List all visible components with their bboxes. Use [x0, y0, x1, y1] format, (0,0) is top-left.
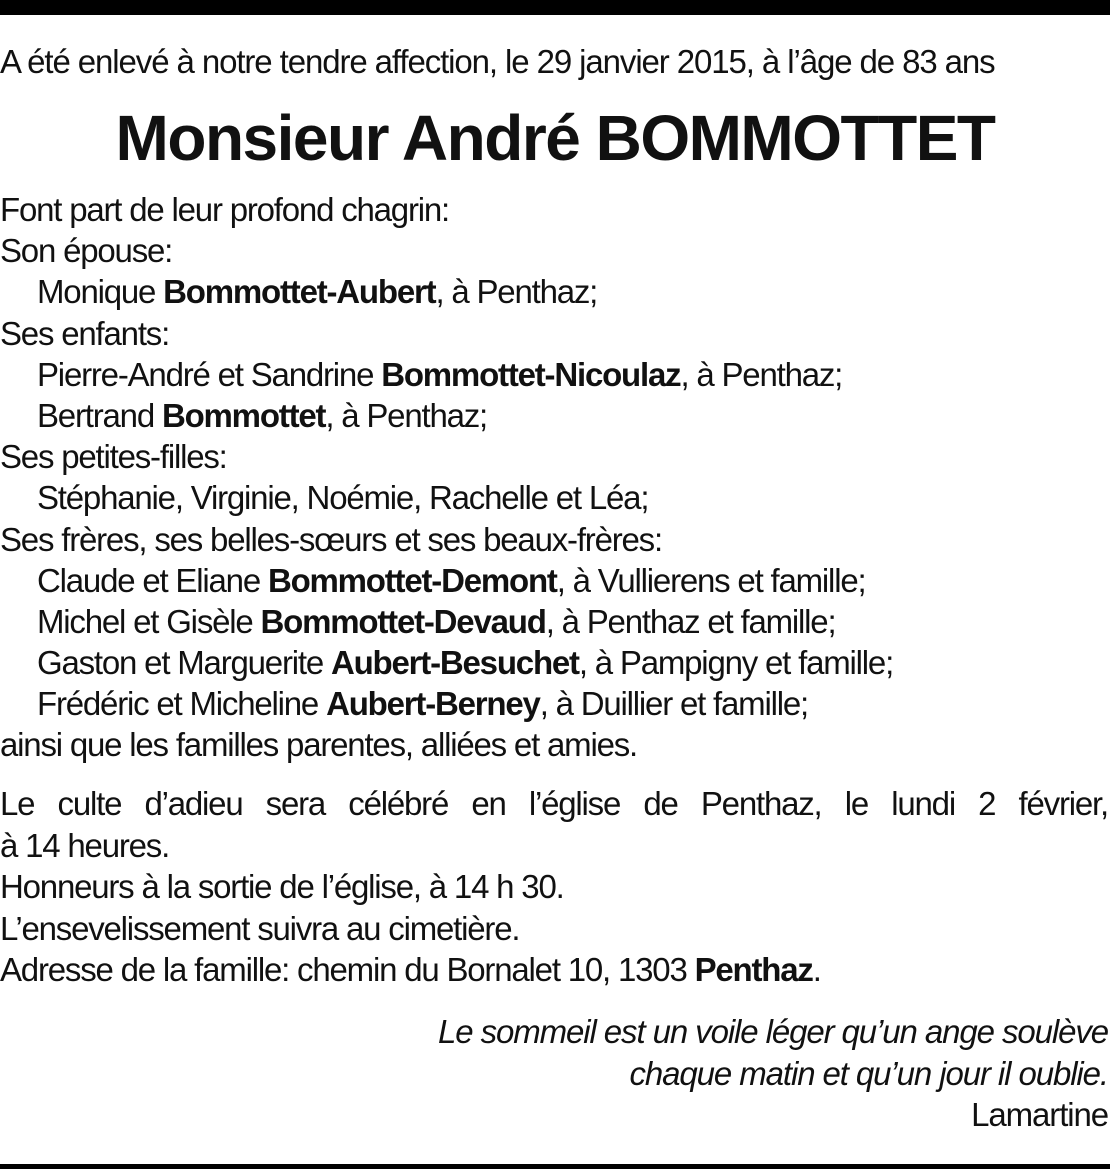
- service-word: 2: [978, 785, 996, 822]
- entry-prefix: Bertrand: [37, 396, 162, 434]
- entry-prefix: Gaston et Marguerite: [37, 644, 331, 682]
- service-word: lundi: [891, 785, 955, 822]
- family-list: [0, 189, 1110, 766]
- sibling-entry: [0, 601, 1110, 642]
- spouse-heading: Son épouse:: [0, 232, 173, 270]
- entry-surname: Aubert-Besuchet: [330, 644, 579, 682]
- service-word: l’église: [528, 785, 621, 822]
- top-rule: [0, 0, 1110, 15]
- family-opening: Font part de leur profond chagrin:: [0, 191, 449, 228]
- entry-suffix: , à Pampigny et famille;: [578, 644, 894, 682]
- honours-line: Honneurs à la sortie de l’église, à 14 h 30.: [0, 868, 564, 906]
- sibling-entry: [0, 642, 1110, 683]
- service-word: février,: [1018, 785, 1108, 822]
- entry-surname: Bommottet-Demont: [267, 561, 557, 599]
- address-town: Penthaz: [694, 951, 813, 989]
- grandchildren-heading: Ses petites-filles:: [0, 438, 227, 476]
- entry-suffix: , à Vullierens et famille;: [556, 561, 866, 599]
- entry-surname: Bommottet: [161, 396, 326, 434]
- service-word: Le: [0, 785, 35, 822]
- family-address: [0, 949, 1110, 991]
- entry-suffix: , à Penthaz et famille;: [545, 602, 836, 640]
- siblings-heading: Ses frères, ses belles-sœurs et ses beaux-frères:: [0, 520, 662, 558]
- spouse-entry: [0, 271, 1110, 312]
- entry-prefix: Frédéric et Micheline: [37, 685, 327, 723]
- address-prefix: Adresse de la famille: chemin du Bornalet 10, 1303: [0, 951, 695, 989]
- children-heading: Ses enfants:: [0, 314, 170, 352]
- entry-surname: Bommottet-Devaud: [260, 602, 546, 640]
- service-word: de: [643, 785, 678, 822]
- sibling-entry: [0, 683, 1110, 724]
- entry-prefix: Michel et Gisèle: [37, 602, 261, 640]
- entry-surname: Bommottet-Aubert: [163, 273, 436, 311]
- child-entry: [0, 354, 1110, 395]
- service-word: en: [471, 785, 506, 822]
- quote-line: Le sommeil est un voile léger qu’un ange soulève: [438, 1013, 1108, 1050]
- bottom-rule: [0, 1164, 1110, 1169]
- closing-quote: [438, 1011, 1108, 1136]
- service-word: culte: [57, 785, 122, 822]
- family-closing: ainsi que les familles parentes, alliées et amies.: [0, 726, 638, 764]
- entry-surname: Bommottet-Nicoulaz: [381, 355, 681, 393]
- entry-prefix: Pierre-André et Sandrine: [37, 355, 382, 393]
- entry-suffix: , à Penthaz;: [435, 273, 598, 311]
- service-word: d’adieu: [144, 785, 243, 822]
- service-time: à 14 heures.: [0, 826, 170, 864]
- entry-surname: Aubert-Berney: [326, 685, 540, 723]
- quote-line: chaque matin et qu’un jour il oublie.: [629, 1054, 1108, 1092]
- entry-suffix: , à Duillier et famille;: [539, 685, 808, 723]
- service-info: [0, 783, 1110, 991]
- service-word: le: [844, 785, 869, 822]
- entry-prefix: Monique: [37, 273, 164, 311]
- burial-line: L’ensevelissement suivra au cimetière.: [0, 909, 520, 947]
- quote-author: Lamartine: [971, 1096, 1108, 1133]
- intro-line: A été enlevé à notre tendre affection, le 29 janvier 2015, à l’âge de 83 ans: [0, 43, 995, 80]
- sibling-entry: [0, 560, 1110, 601]
- service-word: célébré: [348, 785, 449, 822]
- entry-prefix: Claude et Eliane: [37, 561, 268, 599]
- entry-suffix: , à Penthaz;: [680, 355, 843, 393]
- child-entry: [0, 395, 1110, 436]
- service-line: [0, 783, 1108, 825]
- entry-suffix: , à Penthaz;: [325, 396, 488, 434]
- deceased-name: Monsieur André BOMMOTTET: [115, 102, 995, 174]
- service-word: sera: [265, 785, 326, 822]
- service-word: Penthaz,: [700, 785, 822, 822]
- address-end: .: [812, 951, 821, 989]
- grandchildren-entry: Stéphanie, Virginie, Noémie, Rachelle et Léa;: [37, 479, 649, 517]
